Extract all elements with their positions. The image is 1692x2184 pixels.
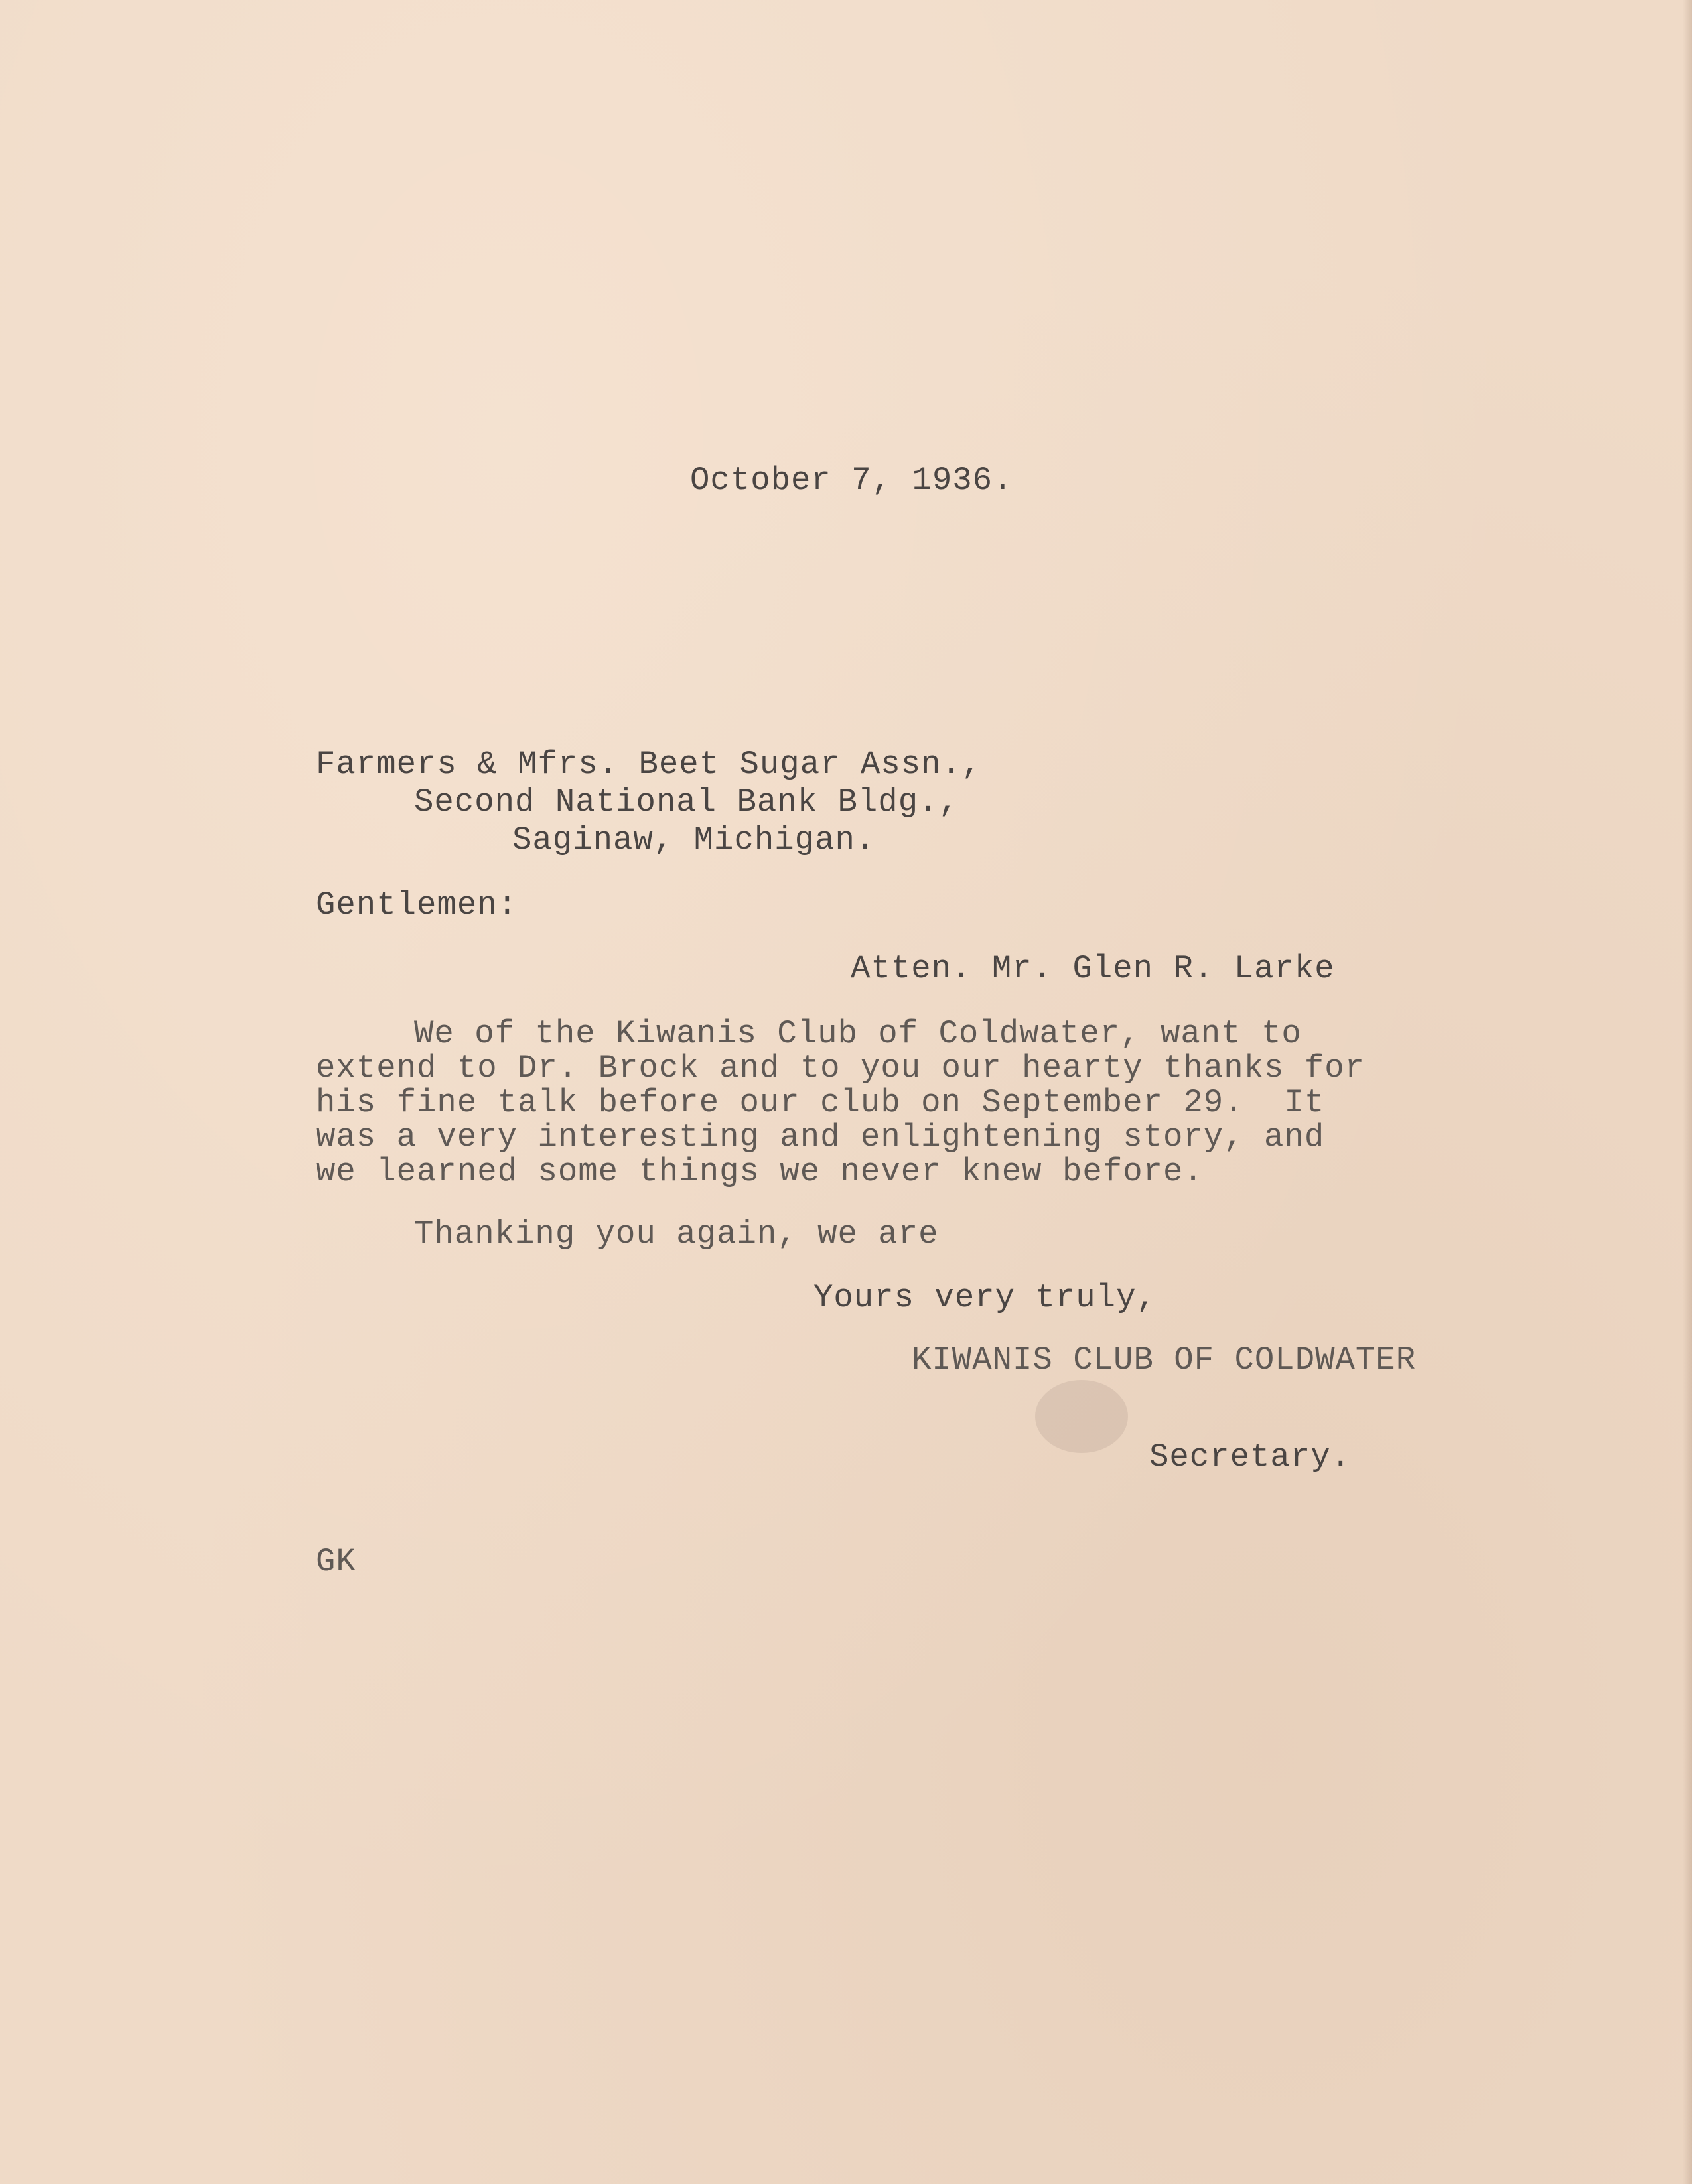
closing-line: Thanking you again, we are — [414, 1215, 939, 1253]
recipient-line-2: Second National Bank Bldg., — [414, 784, 959, 821]
letter-date: October 7, 1936. — [690, 462, 1013, 499]
attention-line: Atten. Mr. Glen R. Larke — [851, 950, 1335, 987]
page-edge-shadow — [1683, 0, 1692, 2184]
recipient-line-1: Farmers & Mfrs. Beet Sugar Assn., — [316, 746, 982, 783]
body-line-2: extend to Dr. Brock and to you our hearty thanks for — [316, 1050, 1366, 1087]
recipient-line-3: Saginaw, Michigan. — [512, 821, 876, 858]
typist-initials: GK — [316, 1543, 356, 1580]
body-line-3: his fine talk before our club on September 29. It — [316, 1084, 1325, 1121]
body-line-4: was a very interesting and enlightening story, and — [316, 1119, 1325, 1156]
paper-smudge — [1035, 1380, 1128, 1453]
salutation: Gentlemen: — [316, 886, 518, 923]
signatory-title: Secretary. — [1149, 1438, 1352, 1475]
organization-name: KIWANIS CLUB OF COLDWATER — [912, 1341, 1417, 1379]
body-line-5: we learned some things we never knew before. — [316, 1153, 1204, 1190]
complimentary-close: Yours very truly, — [813, 1279, 1157, 1316]
body-line-1: We of the Kiwanis Club of Coldwater, want to — [414, 1015, 1302, 1052]
